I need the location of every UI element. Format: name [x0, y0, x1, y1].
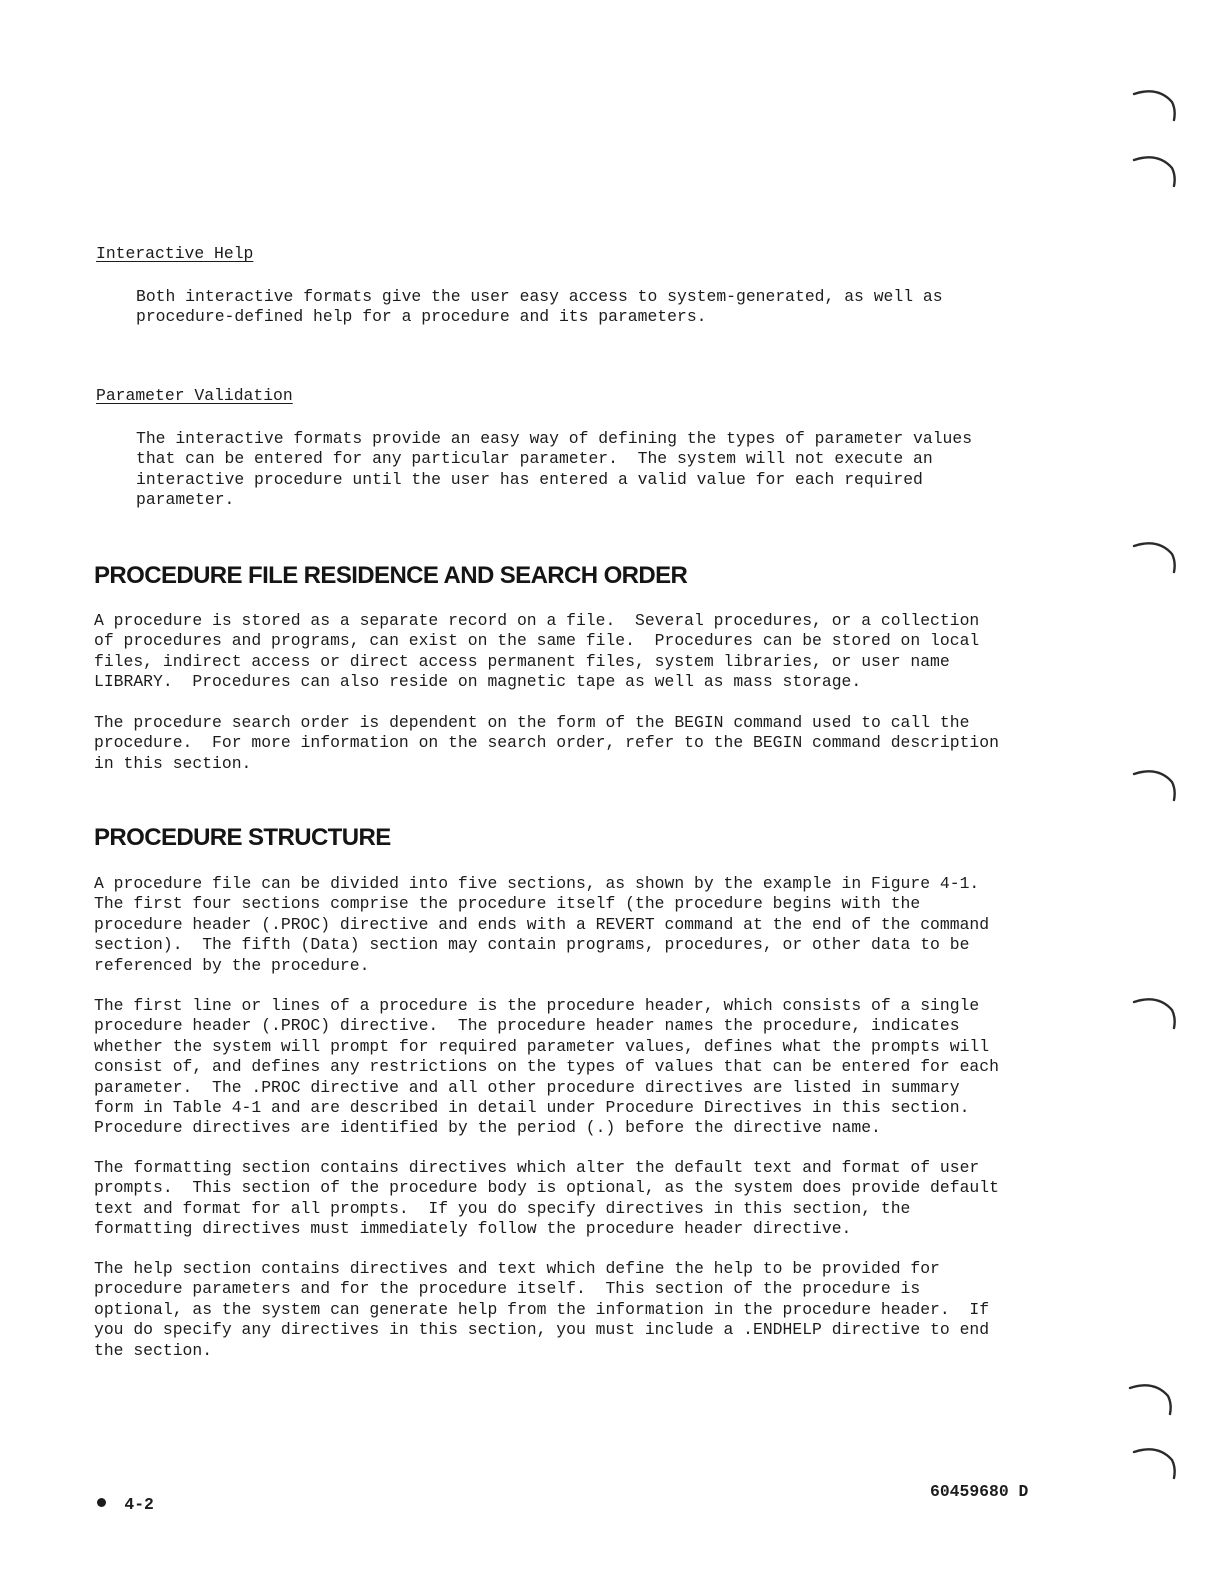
interactive-help-body: Both interactive formats give the user easy access to system-generated, as well as procedure-defined help for a procedure and its parameters. [136, 287, 943, 327]
procedure-structure-paragraph-3: The formatting section contains directives which alter the default text and format of user prompts. This section of the procedure body is optional, as the system does provide default text and format for all prompts. If you do specify directives in this section, the formatting directives must immediately follow the procedure header directive. [94, 1158, 999, 1239]
binder-ring-mark [1128, 764, 1180, 804]
file-residence-title: PROCEDURE FILE RESIDENCE AND SEARCH ORDER [94, 562, 688, 589]
binder-ring-mark [1128, 992, 1180, 1032]
procedure-structure-paragraph-4: The help section contains directives and text which define the help to be provided for procedure parameters and for the procedure itself. This section of the procedure is optional, as the system can generate help from the information in the procedure header. If you do specify any directives in this section, you must include a .ENDHELP directive to end the section. [94, 1259, 990, 1360]
document-number: 60459680 D [930, 1482, 1029, 1501]
page-number-text: 4-2 [124, 1495, 154, 1514]
binder-ring-mark [1124, 1378, 1176, 1418]
binder-ring-mark [1128, 84, 1180, 124]
binder-ring-mark [1128, 150, 1180, 190]
binder-ring-mark [1128, 536, 1180, 576]
file-residence-paragraph-2: The procedure search order is dependent on the form of the BEGIN command used to call the procedure. For more information on the search order, refer to the BEGIN command description in this section. [94, 713, 999, 773]
parameter-validation-heading: Parameter Validation [96, 386, 293, 405]
bullet-icon [97, 1498, 106, 1507]
interactive-help-heading: Interactive Help [96, 244, 254, 263]
procedure-structure-paragraph-2: The first line or lines of a procedure is the procedure header, which consists of a single procedure header (.PROC) directive. The procedure header names the procedure, indicates whether the system will prompt for required parameter values, defines what the prompts will consist of, and defines any restrictions on the types of values that can be entered for each parameter. The .PROC directive and all other procedure directives are listed in summary form in Table 4-1 and are described in detail under Procedure Directives in this section. Procedure directives are identified by the period (.) before the directive name. [94, 996, 999, 1138]
procedure-structure-title: PROCEDURE STRUCTURE [94, 824, 391, 851]
file-residence-paragraph-1: A procedure is stored as a separate record on a file. Several procedures, or a collection of procedures and programs, can exist on the same file. Procedures can be stored on local files, indirect access or direct access permanent files, system libraries, or user name LIBRARY. Procedures can also reside on magnetic tape as well as mass storage. [94, 611, 980, 692]
parameter-validation-body: The interactive formats provide an easy way of defining the types of parameter values that can be entered for any particular parameter. The system will not execute an interactive procedure until the user has entered a valid value for each required parameter. [136, 429, 973, 510]
binder-ring-mark [1128, 1442, 1180, 1482]
page-number [58, 1476, 154, 1533]
procedure-structure-paragraph-1: A procedure file can be divided into five sections, as shown by the example in Figure 4-1. The first four sections comprise the procedure itself (the procedure begins with the procedure header (.PROC) directive and ends with a REVERT command at the end of the command section). The fifth (Data) section may contain programs, procedures, or other data to be referenced by the procedure. [94, 874, 990, 975]
